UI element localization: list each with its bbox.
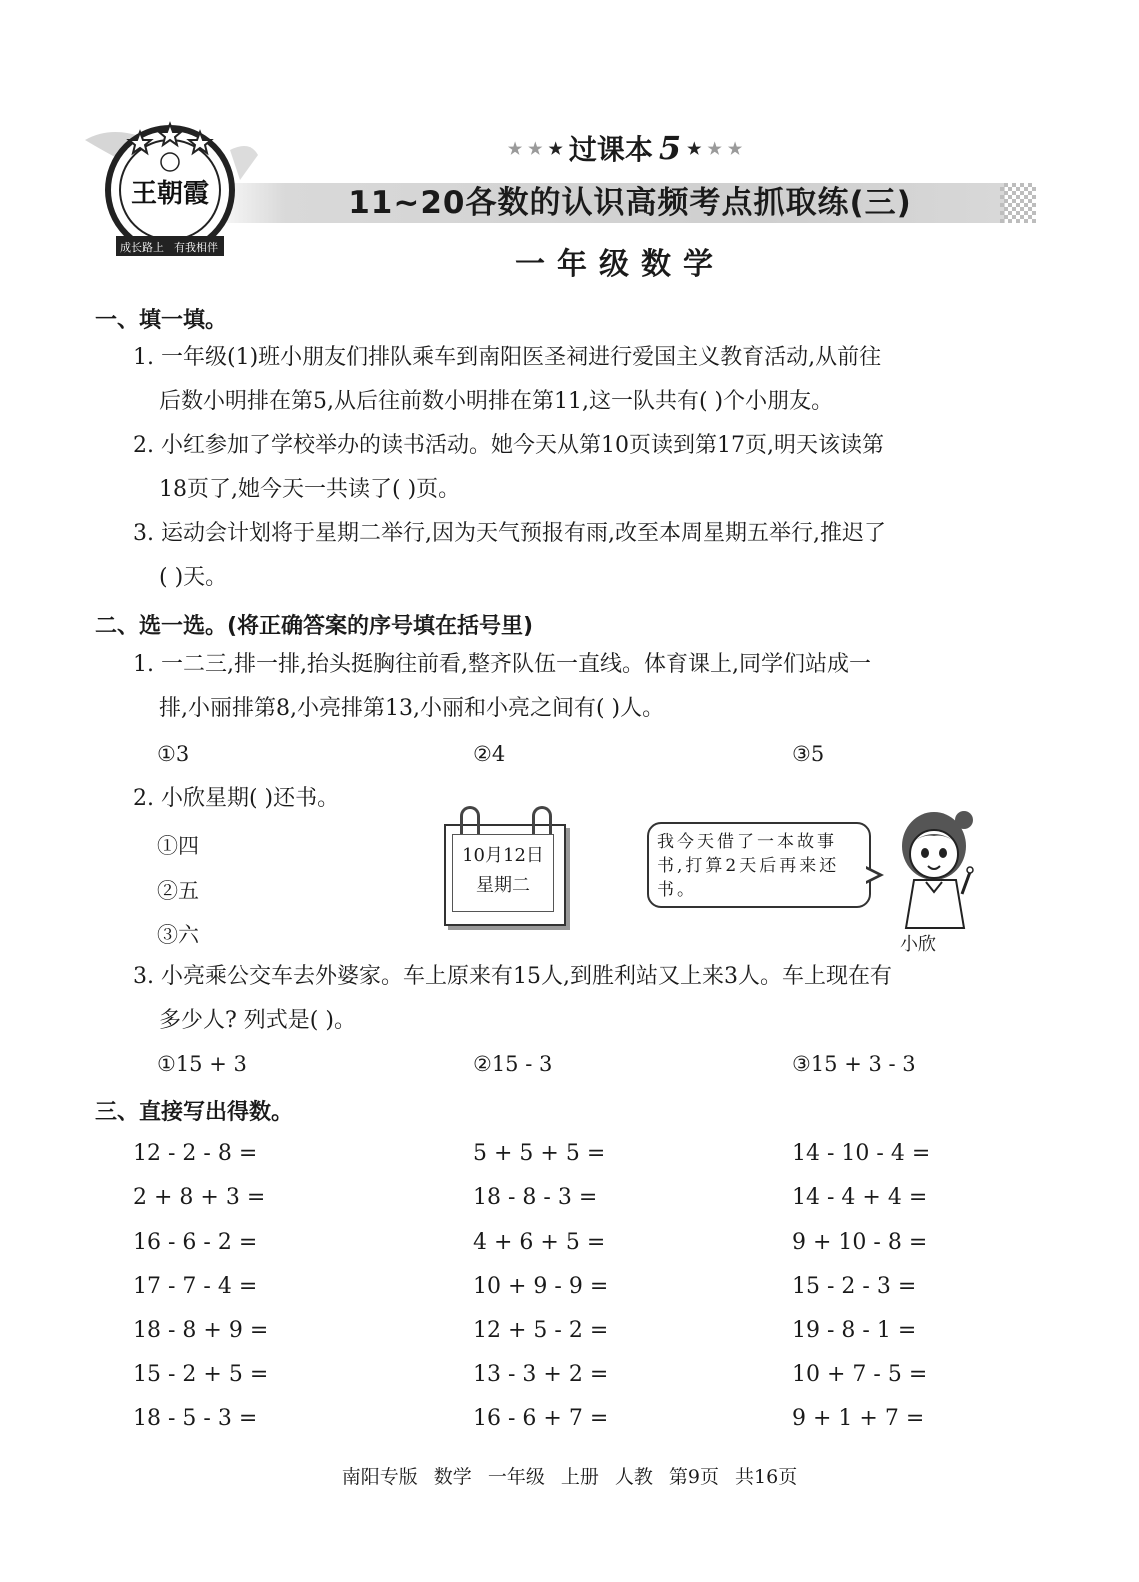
calc-item: 18 - 5 - 3 = [133,1406,258,1431]
calendar-weekday: 星期二 [476,875,530,896]
calc-item: 14 - 10 - 4 = [792,1141,931,1166]
star-icon: ★ [528,138,543,158]
section2-q1 [133,643,1043,731]
series-heading [500,128,750,168]
s2q1-line2: 排,小丽排第8,小亮排第13,小丽和小亮之间有( )人。 [159,696,665,721]
q2-line2: 18页了,她今天一共读了( )页。 [159,477,461,502]
calc-item: 16 - 6 - 2 = [133,1230,258,1255]
star-icon: ★ [507,138,523,158]
calendar-ring [532,806,552,835]
calc-item: 9 + 10 - 8 = [792,1230,928,1255]
speech-line-1: 我今天借了一本故事 [657,832,837,852]
q2-line1: 2. 小红参加了学校举办的读书活动。她今天从第10页读到第17页,明天该读第 [133,433,884,458]
section2-q2 [133,777,553,821]
calc-item: 4 + 6 + 5 = [473,1230,606,1255]
calc-item: 13 - 3 + 2 = [473,1362,609,1387]
calc-item: 16 - 6 + 7 = [473,1406,609,1431]
calc-item: 10 + 7 - 5 = [792,1362,928,1387]
speech-line-3: 书。 [657,880,697,900]
calc-item: 12 + 5 - 2 = [473,1318,609,1343]
speech-bubble [647,822,871,908]
calc-item: 12 - 2 - 8 = [133,1141,258,1166]
s2q1-option-1: ①3 [157,742,190,766]
calc-item: 17 - 7 - 4 = [133,1274,258,1299]
calc-item: 14 - 4 + 4 = [792,1185,928,1210]
q1-line2: 后数小明排在第5,从后往前数小明排在第11,这一队共有( )个小朋友。 [159,389,834,414]
calendar-ring [460,806,480,835]
section3-title: 三、直接写出得数。 [95,1100,294,1125]
calc-item: 18 - 8 + 9 = [133,1318,269,1343]
svg-text:成长路上: 成长路上 [120,241,164,254]
star-icon: ★ [687,138,702,158]
calc-item: 10 + 9 - 9 = [473,1274,609,1299]
section1-q3 [133,512,1043,600]
s2q3-option-3: ③15 + 3 - 3 [792,1052,916,1076]
s2q2-option-3: ③六 [157,923,199,947]
speech-line-2: 书,打算2天后再来还 [657,856,840,876]
character-name: 小欣 [900,934,936,955]
calc-item: 15 - 2 - 3 = [792,1274,917,1299]
section1-title: 一、填一填。 [95,308,228,333]
girl-character-illustration [886,806,986,934]
page-footer: 南阳专版 数学 一年级 上册 人教 第9页 共16页 [341,1466,798,1488]
calc-item: 15 - 2 + 5 = [133,1362,269,1387]
svg-text:王朝霞: 王朝霞 [130,179,210,209]
checker-decoration [1000,183,1036,223]
section1-q1 [133,336,1043,424]
s2q2-option-1: ①四 [157,834,199,858]
brand-logo [80,110,260,270]
s2q1-option-3: ③5 [792,742,825,766]
section2-q3 [133,955,1043,1043]
svg-text:有我相伴: 有我相伴 [174,241,218,254]
s2q3-line2: 多少人? 列式是( )。 [159,1008,356,1033]
q3-line2: ( )天。 [159,565,228,590]
section1-q2 [133,424,1043,512]
calendar-illustration [444,824,566,926]
s2q3-line1: 3. 小亮乘公交车去外婆家。车上原来有15人,到胜利站又上来3人。车上现在有 [133,964,892,989]
calc-item: 19 - 8 - 1 = [792,1318,917,1343]
speech-bubble-tail-fill [866,869,878,881]
calc-item: 2 + 8 + 3 = [133,1185,266,1210]
calendar-page [452,834,554,912]
s2q2-option-2: ②五 [157,879,199,903]
star-icon: ★ [727,138,743,158]
subject-title: 一年级数学 [515,247,725,282]
page-title: 11~20各数的认识高频考点抓取练(三) [348,185,912,221]
calendar-date: 10月12日 [462,845,544,866]
s2q2-line1: 2. 小欣星期( )还书。 [133,786,340,811]
q1-line1: 1. 一年级(1)班小朋友们排队乘车到南阳医圣祠进行爱国主义教育活动,从前往 [133,345,882,370]
star-icon: ★ [548,138,563,158]
calc-item: 9 + 1 + 7 = [792,1406,925,1431]
series-label: 过课本 [568,133,653,166]
series-number: 5 [658,129,682,167]
s2q3-option-2: ②15 - 3 [473,1052,553,1076]
calc-item: 5 + 5 + 5 = [473,1141,606,1166]
section2-title: 二、选一选。(将正确答案的序号填在括号里) [95,614,534,639]
calc-item: 18 - 8 - 3 = [473,1185,598,1210]
q3-line1: 3. 运动会计划将于星期二举行,因为天气预报有雨,改至本周星期五举行,推迟了 [133,521,886,546]
s2q1-option-2: ②4 [473,742,506,766]
s2q3-option-1: ①15 + 3 [157,1052,247,1076]
s2q1-line1: 1. 一二三,排一排,抬头挺胸往前看,整齐队伍一直线。体育课上,同学们站成一 [133,652,871,677]
star-icon: ★ [707,138,722,158]
